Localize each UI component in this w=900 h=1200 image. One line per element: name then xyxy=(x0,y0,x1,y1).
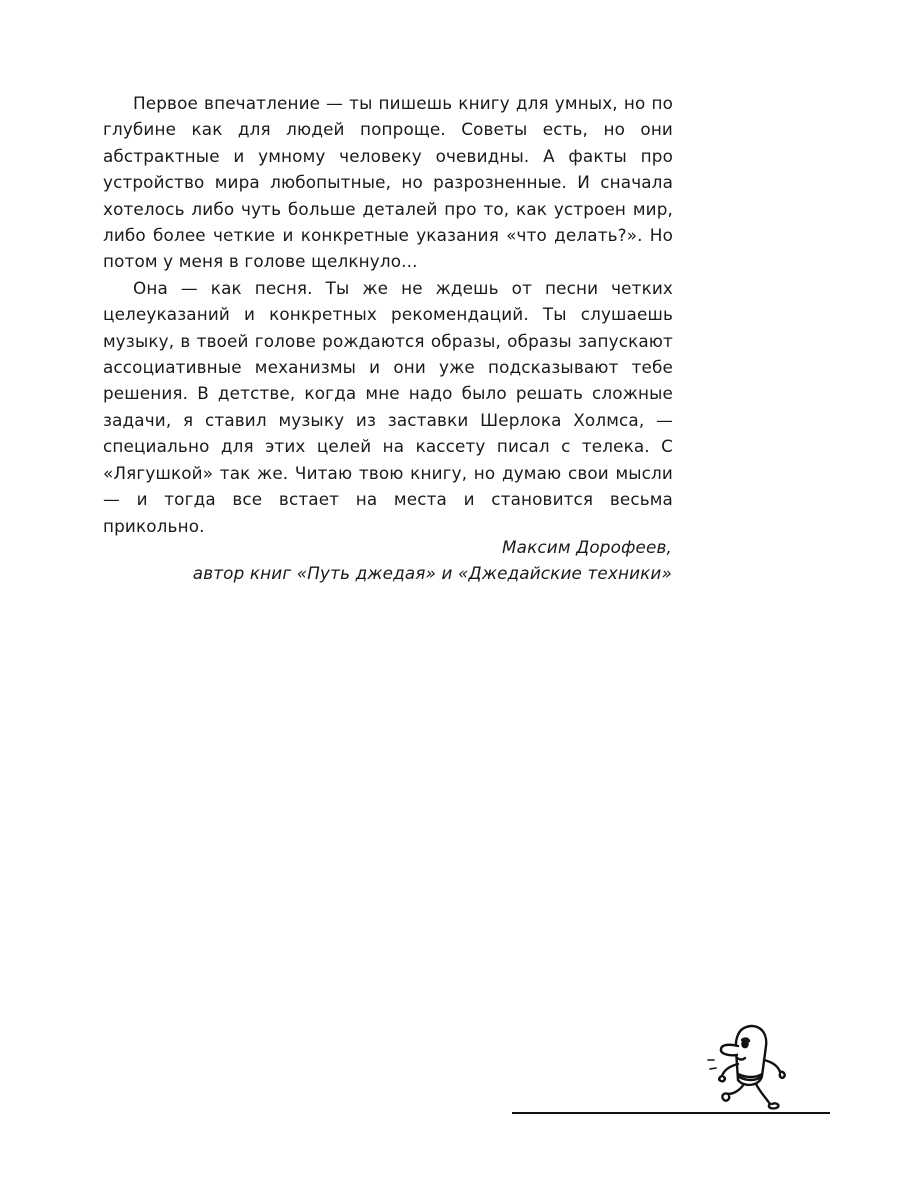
footer-rule xyxy=(512,1112,830,1114)
paragraph-first: Первое впечатление — ты пишешь книгу для умных, но по глубине как для людей попроще. Советы есть, но они абстрактные и умному человеку очевидны. А факты про устройство мира любопытные, но разрозненные. И сначала хотелось либо чуть больше деталей про то, как устроен мир, либо более четкие и конкретные указания «что делать?». Но потом у меня в голове щелкнуло... xyxy=(103,93,673,272)
quote-signature xyxy=(193,534,672,587)
quote-body xyxy=(103,90,673,539)
author-name: Максим Дорофеев, xyxy=(502,537,672,557)
running-cartoon-character-icon xyxy=(700,1020,790,1112)
paragraph-second: Она — как песня. Ты же не ждешь от песни четких целеуказаний и конкретных рекомендаций. Ты слушаешь музыку, в твоей голове рождаются образы, образы запускают ассоциативные механизмы и они уже подсказывают тебе решения. В детстве, когда мне надо было решать сложные задачи, я ставил музыку из заставки Шерлока Холмса, — специально для этих целей на кассету писал с телека. С «Лягушкой» так же. Читаю твою книгу, но думаю свои мысли — и тогда все встает на места и становится весьма прикольно. xyxy=(103,277,673,536)
author-description: автор книг «Путь джедая» и «Джедайские техники» xyxy=(192,563,672,584)
